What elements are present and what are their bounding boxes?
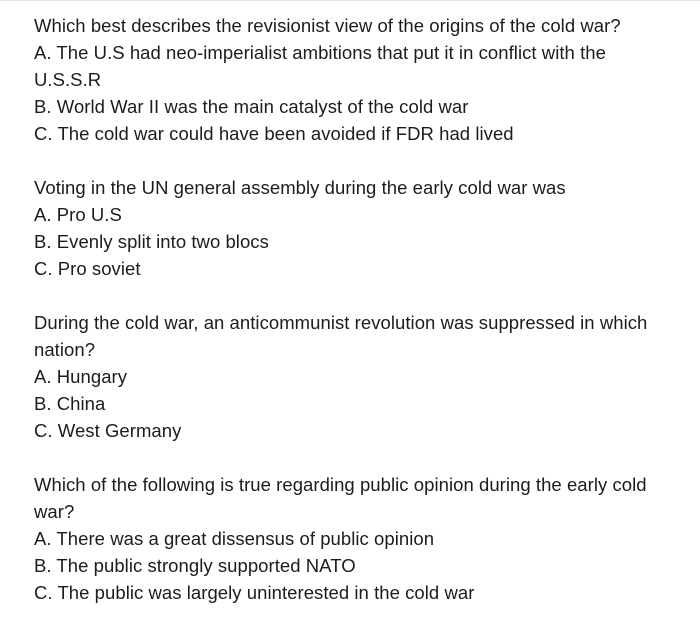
question-text: Voting in the UN general assembly during the early cold war was bbox=[34, 177, 566, 198]
question-2 bbox=[34, 174, 674, 282]
option-c: C. Pro soviet bbox=[34, 258, 141, 279]
question-3 bbox=[34, 309, 674, 444]
option-a: A. Hungary bbox=[34, 366, 128, 387]
question-1 bbox=[34, 12, 674, 147]
option-b: B. Evenly split into two blocs bbox=[34, 231, 269, 252]
option-b: B. China bbox=[34, 393, 106, 414]
option-b: B. The public strongly supported NATO bbox=[34, 555, 356, 576]
question-list bbox=[34, 12, 674, 633]
top-divider bbox=[0, 0, 700, 1]
option-c: C. West Germany bbox=[34, 420, 182, 441]
question-text: During the cold war, an anticommunist revolution was suppressed in which nation? bbox=[34, 312, 648, 360]
option-c: C. The cold war could have been avoided if FDR had lived bbox=[34, 123, 514, 144]
question-4 bbox=[34, 471, 674, 606]
option-b: B. World War II was the main catalyst of the cold war bbox=[34, 96, 469, 117]
option-a: A. The U.S had neo-imperialist ambitions that put it in conflict with the U.S.S.R bbox=[34, 42, 606, 90]
question-text: Which best describes the revisionist view of the origins of the cold war? bbox=[34, 15, 621, 36]
option-c: C. The public was largely uninterested in the cold war bbox=[34, 582, 475, 603]
option-a: A. There was a great dissensus of public opinion bbox=[34, 528, 435, 549]
question-text: Which of the following is true regarding public opinion during the early cold war? bbox=[34, 474, 647, 522]
option-a: A. Pro U.S bbox=[34, 204, 122, 225]
